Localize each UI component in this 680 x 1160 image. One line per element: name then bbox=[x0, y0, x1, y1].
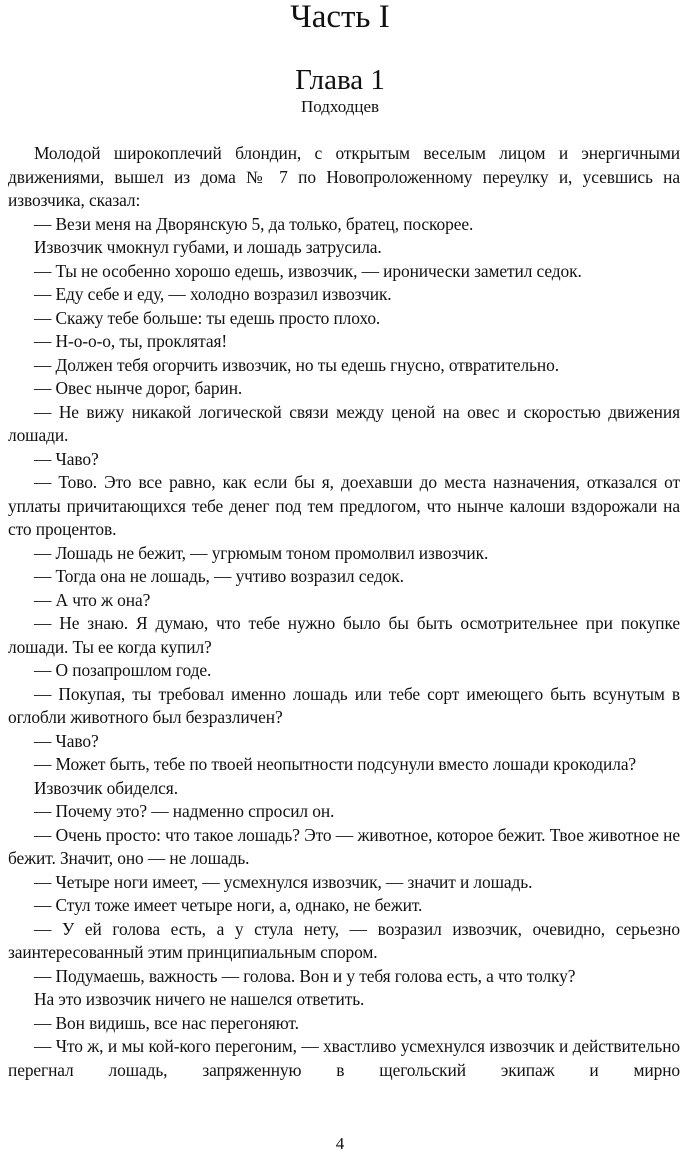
paragraph: Молодой широкоплечий блондин, с открытым веселым лицом и энергичными движениями, вышел из дома № 7 по Новопроложенному переулку и, усевшись на извозчика, сказал: bbox=[8, 143, 680, 210]
chapter-subtitle: Подходцев bbox=[300, 97, 380, 116]
paragraph: — Чаво? bbox=[34, 730, 99, 751]
paragraph: — Н-о-о-о, ты, проклятая! bbox=[34, 331, 228, 351]
paragraph: Извозчик обиделся. bbox=[34, 777, 178, 798]
paragraph: На это извозчик ничего не нашелся ответить. bbox=[34, 989, 365, 1009]
paragraph: — Покупая, ты требовал именно лошадь или тебе сорт имеющего быть всунутым в оглобли животного был безразличен? bbox=[8, 683, 680, 727]
paragraph: Извозчик чмокнул губами, и лошадь затрусила. bbox=[34, 237, 382, 257]
paragraph: — О позапрошлом годе. bbox=[34, 660, 212, 680]
paragraph: — Почему это? — надменно спросил он. bbox=[34, 801, 335, 821]
paragraph: — Очень просто: что такое лошадь? Это — животное, которое бежит. Твое животное не бежит. Значит, оно — не лошадь. bbox=[8, 824, 680, 868]
body-text bbox=[8, 142, 680, 1082]
paragraph: — Должен тебя огорчить извозчик, но ты едешь гнусно, отвратительно. bbox=[34, 354, 559, 375]
paragraph: — Лошадь не бежит, — угрюмым тоном промолвил извозчик. bbox=[34, 542, 489, 563]
paragraph: — Тово. Это все равно, как если бы я, доехавши до места назначения, отказался от уплаты причитающихся тебе денег под тем предлогом, что нынче калоши вздорожали на сто процентов. bbox=[8, 472, 680, 539]
paragraph: — Ты не особенно хорошо едешь, извозчик, — иронически заметил седок. bbox=[34, 260, 582, 281]
paragraph: — А что ж она? bbox=[34, 589, 151, 610]
paragraph: — Стул тоже имеет четыре ноги, а, однако, не бежит. bbox=[34, 895, 423, 915]
page-number: 4 bbox=[335, 1134, 345, 1153]
paragraph: — Вези меня на Дворянскую 5, да только, братец, поскорее. bbox=[34, 213, 474, 234]
paragraph: — Чаво? bbox=[34, 448, 99, 469]
paragraph: — Подумаешь, важность — голова. Вон и у тебя голова есть, а что толку? bbox=[34, 965, 576, 986]
part-title: Часть I bbox=[290, 0, 390, 35]
chapter-title: Глава 1 bbox=[295, 64, 385, 96]
paragraph: — Еду себе и еду, — холодно возразил извозчик. bbox=[34, 284, 392, 304]
paragraph: — Вон видишь, все нас перегоняют. bbox=[34, 1012, 299, 1033]
paragraph: — Что ж, и мы кой-кого перегоним, — хвастливо усмехнулся извозчик и действительно перегнал лошадь, запряженную в щегольский экипаж и мирно bbox=[8, 1036, 680, 1080]
paragraph: — У ей голова есть, а у стула нету, — возразил извозчик, очевидно, серьезно заинтересованный этим принципиальным спором. bbox=[8, 918, 680, 962]
paragraph: — Овес нынче дорог, барин. bbox=[34, 378, 243, 398]
paragraph: — Скажу тебе больше: ты едешь просто плохо. bbox=[34, 307, 381, 328]
paragraph: — Тогда она не лошадь, — учтиво возразил седок. bbox=[34, 566, 404, 586]
paragraph: — Не вижу никакой логической связи между ценой на овес и скоростью движения лошади. bbox=[8, 401, 680, 445]
paragraph: — Не знаю. Я думаю, что тебе нужно было бы быть осмотрительнее при покупке лошади. Ты ее когда купил? bbox=[8, 613, 680, 657]
paragraph: — Четыре ноги имеет, — усмехнулся извозчик, — значит и лошадь. bbox=[34, 871, 533, 892]
paragraph: — Может быть, тебе по твоей неопытности подсунули вместо лошади крокодила? bbox=[34, 754, 637, 774]
